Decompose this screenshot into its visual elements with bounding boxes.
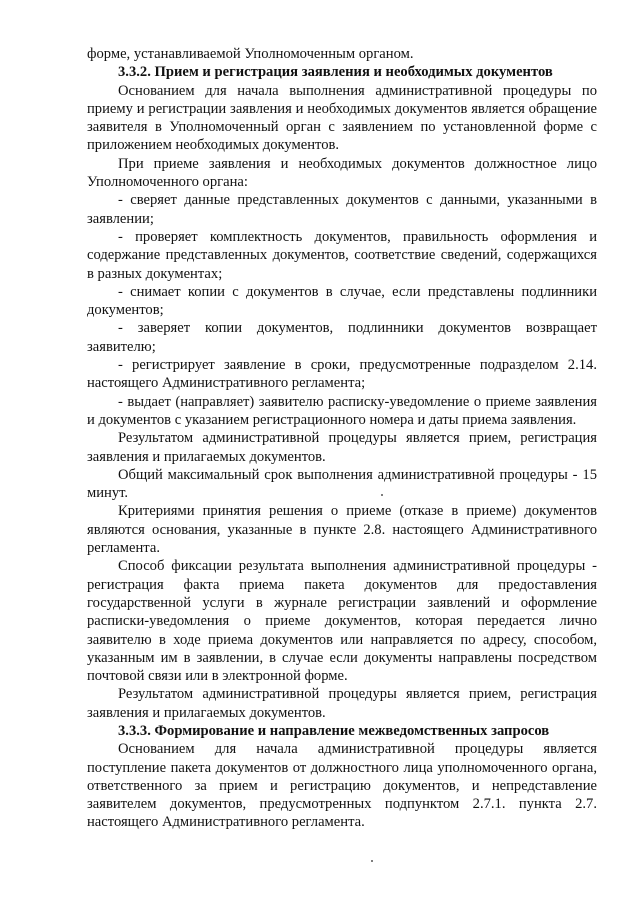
paragraph-max-duration: Общий максимальный срок выполнения административной процедуры - 15 минут. [87, 466, 597, 502]
list-item-register-application: - регистрирует заявление в сроки, предусмотренные подразделом 2.14. настоящего Административного регламента; [87, 357, 597, 392]
document-body [87, 45, 597, 832]
list-item-issue-receipt: - выдает (направляет) заявителю расписку-уведомление о приеме заявления и документов с указанием регистрационного номера и даты приема заявления. [87, 393, 597, 428]
paragraph-result: Результатом административной процедуры является прием, регистрация заявления и прилагаемых документов. [87, 430, 597, 465]
paragraph-basis: Основанием для начала выполнения административной процедуры по приему и регистрации заявления и необходимых документов является обращение заявителя в Уполномоченный орган с заявлением по установленной форме с приложением необходимых документов. [87, 82, 597, 154]
section-heading-3-3-2: 3.3.2. Прием и регистрация заявления и необходимых документов [118, 64, 553, 81]
paragraph-fixation-method: Способ фиксации результата выполнения административной процедуры - регистрация факта приема пакета документов для предоставления государственной услуги в журнале регистрации заявлений и оформление расписки-уведомления о приеме документов, которая передается лично заявителю в ходе приема документов или направляется по адресу, способом, указанным им в заявлении, в случае если документы направлены посредством почтовой связи или в электронной форме. [87, 558, 597, 685]
paragraph-criteria: Критериями принятия решения о приеме (отказе в приеме) документов являются основания, указанные в пункте 2.8. настоящего Административного регламента. [87, 503, 597, 557]
list-item-make-copies: - снимает копии с документов в случае, если представлены подлинники документов; [87, 283, 597, 319]
list-item-check-completeness: - проверяет комплектность документов, правильность оформления и содержание представленных документов, соответствие сведений, содержащихся в разных документах; [87, 228, 597, 282]
list-item-compare-data: - сверяет данные представленных документов с данными, указанными в заявлении; [87, 192, 597, 227]
scan-speck [381, 494, 383, 496]
list-item-certify-copies: - заверяет копии документов, подлинники документов возвращает заявителю; [87, 320, 597, 355]
paragraph-interagency-basis: Основанием для начала административной процедуры является поступление пакета документов от должностного лица уполномоченного органа, ответственного за прием и регистрацию документов, и непредставление заявителем документов, предусмотренных подпунктом 2.7.1. пункта 2.7. настоящего Административного регламента. [87, 741, 597, 831]
paragraph-continuation: форме, устанавливаемой Уполномоченным органом. [87, 46, 414, 62]
section-heading-3-3-3: 3.3.3. Формирование и направление межведомственных запросов [118, 722, 550, 739]
scan-speck [371, 860, 373, 862]
paragraph-official-duties-intro: При приеме заявления и необходимых документов должностное лицо Уполномоченного органа: [87, 155, 597, 191]
paragraph-result-repeat: Результатом административной процедуры является прием, регистрация заявления и прилагаемых документов. [87, 686, 597, 721]
